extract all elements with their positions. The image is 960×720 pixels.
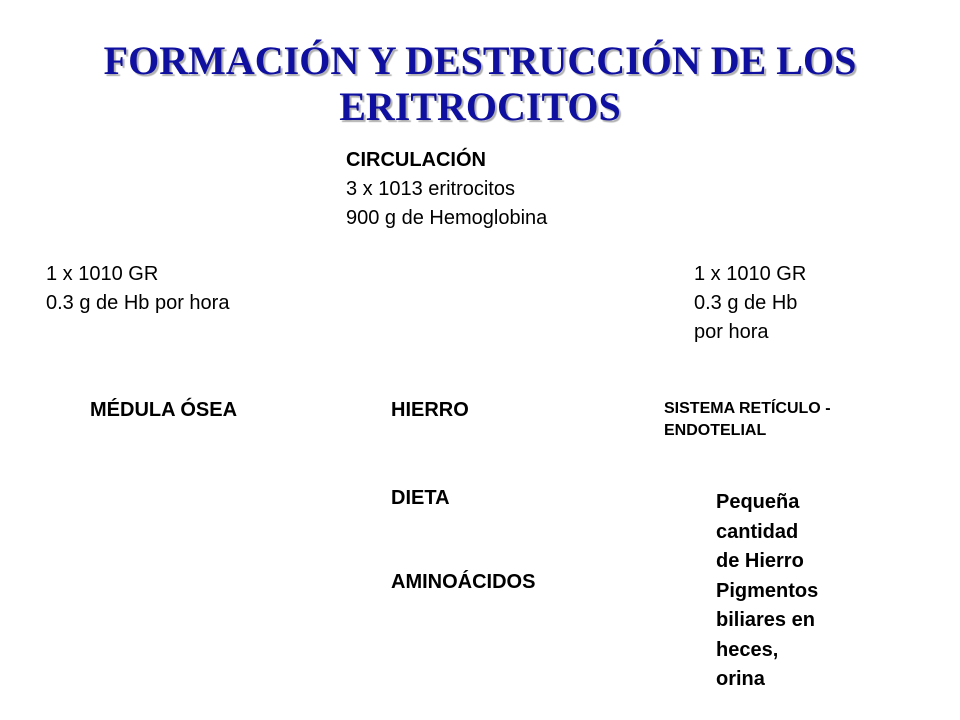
hierro-label bbox=[391, 396, 469, 425]
output-line: heces, bbox=[716, 638, 779, 661]
circulation-block bbox=[346, 146, 547, 233]
dieta-text: DIETA bbox=[391, 487, 450, 509]
medula-osea-label bbox=[90, 396, 237, 425]
output-line: de Hierro bbox=[716, 550, 804, 572]
title-line-1: FORMACIÓN Y DESTRUCCIÓN DE LOS bbox=[103, 38, 857, 83]
hierro-text: HIERRO bbox=[391, 399, 469, 421]
left-rate-hb: 0.3 g de Hb por hora bbox=[46, 292, 230, 314]
sistema-line-2: ENDOTELIAL bbox=[664, 422, 767, 439]
left-rate-block bbox=[46, 260, 229, 318]
right-rate-hb: 0.3 g de Hb bbox=[694, 292, 798, 314]
output-line: cantidad bbox=[716, 520, 799, 543]
sistema-line-1: SISTEMA RETÍCULO - bbox=[664, 400, 831, 417]
right-rate-count: 1 x 1010 GR bbox=[694, 263, 807, 285]
medula-osea-text: MÉDULA ÓSEA bbox=[90, 399, 238, 421]
title-line-2: ERITROCITOS bbox=[339, 84, 621, 129]
left-rate-count: 1 x 1010 GR bbox=[46, 263, 159, 285]
output-block bbox=[716, 488, 818, 695]
aminoacidos-text: AMINOÁCIDOS bbox=[391, 571, 536, 593]
dieta-label bbox=[391, 484, 450, 513]
right-rate-block bbox=[694, 260, 806, 347]
circulation-hemoglobin: 900 g de Hemoglobina bbox=[346, 207, 548, 229]
sistema-reticulo-label bbox=[664, 398, 831, 442]
right-rate-period: por hora bbox=[694, 321, 769, 343]
output-line: orina bbox=[716, 668, 765, 690]
circulation-count: 3 x 1013 eritrocitos bbox=[346, 178, 515, 200]
page-title bbox=[0, 38, 960, 130]
output-line: biliares en bbox=[716, 609, 815, 631]
output-line: Pigmentos bbox=[716, 579, 819, 602]
circulation-heading: CIRCULACIÓN bbox=[346, 149, 486, 171]
output-line: Pequeña bbox=[716, 491, 800, 513]
aminoacidos-label bbox=[391, 568, 535, 597]
